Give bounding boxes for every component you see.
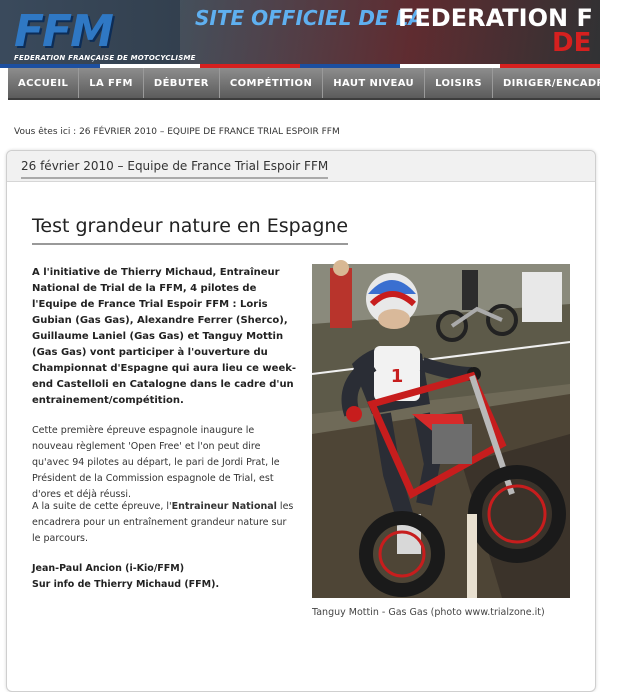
logo-subtitle: FEDERATION FRANÇAISE DE MOTOCYCLISME: [14, 54, 196, 62]
nav-item-loisirs[interactable]: LOISIRS: [425, 68, 493, 98]
nav-item-competition[interactable]: COMPÉTITION: [220, 68, 323, 98]
nav-item-accueil[interactable]: ACCUEIL: [8, 68, 79, 98]
article-signature: [32, 561, 297, 593]
site-title-part1: SITE OFFICIEL DE LA: [195, 6, 424, 30]
article-title: Test grandeur nature en Espagne: [32, 215, 348, 245]
ffm-logo[interactable]: FFM: [14, 6, 112, 57]
article-lead: A l'initiative de Thierry Michaud, Entraîneur National de Trial de la FFM, 4 pilotes de l'Equipe de France Trial Espoir FFM : Loris Gubian (Gas Gas), Alexandre Ferrer (Sherco), Guillaume Laniel (Gas Gas) et Tanguy Mottin (Gas Gas) vont participer à l'ouverture du Championnat d'Espagne qui aura lieu ce week-end Castelloli en Catalogne dans le cadre d'un entrainement/compétition.: [32, 267, 297, 406]
signature-line-1: Jean-Paul Ancion (i-Kio/FFM): [32, 563, 185, 574]
signature-line-2: Sur info de Thierry Michaud (FFM).: [32, 579, 220, 590]
trial-rider-illustration: [312, 264, 570, 598]
article-paragraph-3: [32, 499, 297, 547]
panel-title: 26 février 2010 – Equipe de France Trial Espoir FFM: [21, 159, 328, 179]
breadcrumb: Vous êtes ici : 26 FÉVRIER 2010 – EQUIPE DE FRANCE TRIAL ESPOIR FFM: [14, 127, 340, 137]
photo-caption: Tanguy Mottin - Gas Gas (photo www.trialzone.it): [312, 607, 545, 618]
panel-header: [7, 151, 595, 182]
nav-item-haut-niveau[interactable]: HAUT NIVEAU: [323, 68, 425, 98]
site-title-part3: DE: [552, 28, 592, 58]
paragraph-3-bold: Entraineur National: [171, 501, 277, 512]
nav-item-la-ffm[interactable]: LA FFM: [79, 68, 144, 98]
site-title-part2: FEDERATION F: [398, 4, 593, 32]
article-photo: [312, 264, 570, 598]
nav-item-diriger-encadrer[interactable]: DIRIGER/ENCADRER: [502, 77, 620, 89]
nav-item-debuter[interactable]: DÉBUTER: [144, 68, 220, 98]
article-paragraph-2: Cette première épreuve espagnole inaugure le nouveau règlement 'Open Free' et l'on peut dire qu'avec 94 pilotes au départ, le pari de Jordi Prat, le Président de la Commission espagnole de Trial, est d'ores et déjà réussi.: [32, 425, 280, 500]
bib-number: 1: [390, 366, 404, 387]
paragraph-3-start: A la suite de cette épreuve, l': [32, 501, 172, 512]
paragraph-3-end: les encadrera pour un entraînement grandeur nature sur le parcours.: [32, 501, 294, 544]
main-nav: [8, 68, 620, 100]
header-banner: [0, 0, 600, 68]
